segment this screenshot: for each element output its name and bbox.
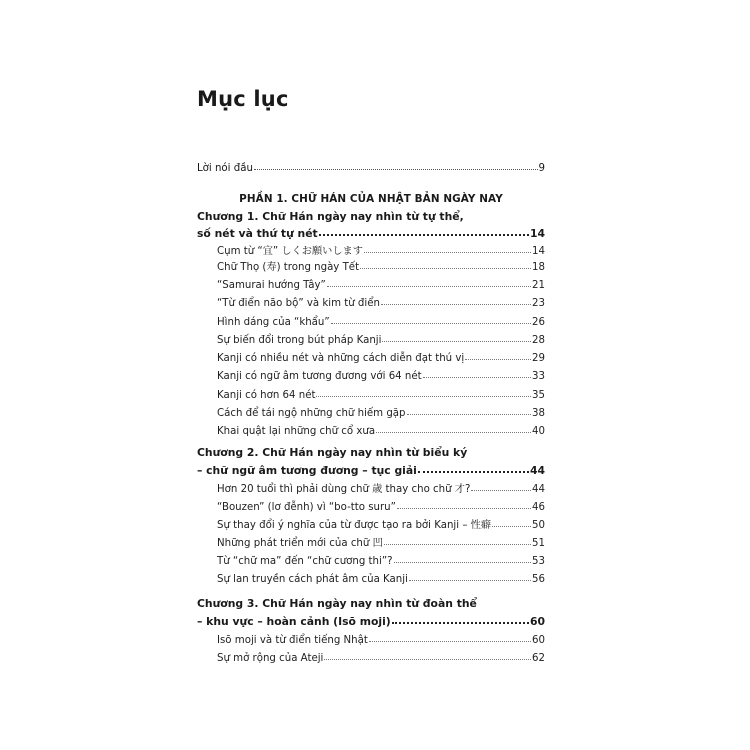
dot-leader [331,313,531,324]
entry-label: Kanji có hơn 64 nét [217,390,316,401]
entry-label: “Từ điển não bộ” và kim từ điển [217,298,380,309]
dot-leader [492,516,531,527]
page-number: 50 [532,520,545,531]
page-number: 51 [532,538,545,549]
entry-label: Sự mở rộng của Ateji [217,653,324,664]
page-number: 14 [529,227,545,240]
dot-leader [409,570,531,581]
dot-leader [418,462,529,473]
dot-leader [327,276,531,287]
toc-entry-chapter-1[interactable] [197,226,545,240]
toc-entry[interactable] [217,314,545,329]
page-number: 60 [532,635,545,646]
page-number: 38 [532,408,545,419]
dot-leader [254,159,538,170]
dot-leader [397,498,531,509]
part-heading: PHẦN 1. CHỮ HÁN CỦA NHẬT BẢN NGÀY NAY [239,193,503,205]
toc-entry[interactable] [217,350,545,365]
dot-leader [324,649,531,660]
toc-entry[interactable] [217,405,545,420]
entry-label: Sự lan truyền cách phát âm của Kanji [217,574,408,585]
toc-entry[interactable] [217,553,545,568]
chapter-3-title-line1: Chương 3. Chữ Hán ngày nay nhìn từ đoàn thể [197,597,477,610]
toc-entry-chapter-2[interactable] [197,463,545,477]
page-title: Mục lục [197,87,289,111]
chapter-2-title-line1: Chương 2. Chữ Hán ngày nay nhìn từ biểu ký [197,446,468,459]
toc-entry-chapter-3[interactable] [197,614,545,628]
page-number: 33 [532,371,545,382]
page-number: 35 [532,390,545,401]
dot-leader [376,422,531,433]
page-number: 40 [532,426,545,437]
chapter-3-title-line2: – khu vực – hoàn cảnh (Isō moji) [197,615,391,628]
entry-label: Cách để tái ngộ những chữ hiếm gặp [217,408,406,419]
dot-leader [465,349,531,360]
chapter-1-title-line1: Chương 1. Chữ Hán ngày nay nhìn từ tự thể, [197,210,464,223]
page-number: 21 [532,280,545,291]
entry-label: “Bouzen” (lơ đễnh) vì “bo-tto suru” [217,502,396,513]
page-number: 60 [529,615,545,628]
entry-label: Lời nói đầu [197,163,253,174]
entry-label: “Samurai hướng Tây” [217,280,326,291]
entry-label: Sự biến đổi trong bút pháp Kanji [217,335,382,346]
toc-entry[interactable] [217,259,545,274]
entry-label: Hình dáng của “khẩu” [217,317,330,328]
toc-entry[interactable] [217,481,545,496]
page-number: 44 [532,484,545,495]
toc-entry[interactable] [217,632,545,647]
entry-label: Cụm từ “宜” しくお願いします [217,246,363,257]
dot-leader [394,552,532,563]
page-number: 18 [532,262,545,273]
entry-label: Hơn 20 tuổi thì phải dùng chữ 歳 thay cho chữ 才? [217,484,471,495]
entry-label: Kanji có ngữ âm tương đương với 64 nét [217,371,422,382]
page-number: 29 [532,353,545,364]
dot-leader [384,534,531,545]
entry-label: Kanji có nhiều nét và những cách diễn đạt thú vị [217,353,465,364]
dot-leader [423,367,531,378]
entry-label: Từ “chữ ma” đến “chữ cương thi”? [217,556,393,567]
entry-label: Khai quật lại những chữ cổ xưa [217,426,376,437]
dot-leader [381,294,531,305]
toc-entry[interactable] [217,277,545,292]
page-number: 44 [529,464,545,477]
page-number: 14 [532,246,545,257]
entry-label: Sự thay đổi ý nghĩa của từ được tạo ra bởi Kanji – 性癖 [217,520,492,531]
dot-leader [369,631,531,642]
toc-entry[interactable] [217,243,545,258]
dot-leader [407,404,532,415]
chapter-2-title-line2: – chữ ngữ âm tương đương – tục giải [197,464,417,477]
page-number: 56 [532,574,545,585]
toc-entry[interactable] [217,295,545,310]
dot-leader [382,331,531,342]
toc-entry[interactable] [217,535,545,550]
page-number: 23 [532,298,545,309]
dot-leader [471,480,531,491]
page-number: 9 [538,163,545,174]
dot-leader [360,258,531,269]
page-number: 46 [532,502,545,513]
toc-entry-preface[interactable] [197,160,545,175]
toc-entry[interactable] [217,387,545,402]
dot-leader [316,386,531,397]
entry-label: Isō moji và từ điển tiếng Nhật [217,635,368,646]
toc-entry[interactable] [217,650,545,665]
toc-entry[interactable] [217,423,545,438]
toc-entry[interactable] [217,368,545,383]
entry-label: Chữ Thọ (寿) trong ngày Tết [217,262,360,273]
page-number: 28 [532,335,545,346]
toc-entry[interactable] [217,499,545,514]
dot-leader [364,242,531,253]
page-number: 53 [532,556,545,567]
toc-page [197,0,545,750]
toc-entry[interactable] [217,517,545,532]
toc-entry[interactable] [217,571,545,586]
chapter-1-title-line2: số nét và thứ tự nét [197,227,318,240]
entry-label: Những phát triển mới của chữ 凹 [217,538,383,549]
page-number: 26 [532,317,545,328]
dot-leader [319,225,529,236]
toc-entry[interactable] [217,332,545,347]
dot-leader [392,613,529,624]
page-number: 62 [532,653,545,664]
